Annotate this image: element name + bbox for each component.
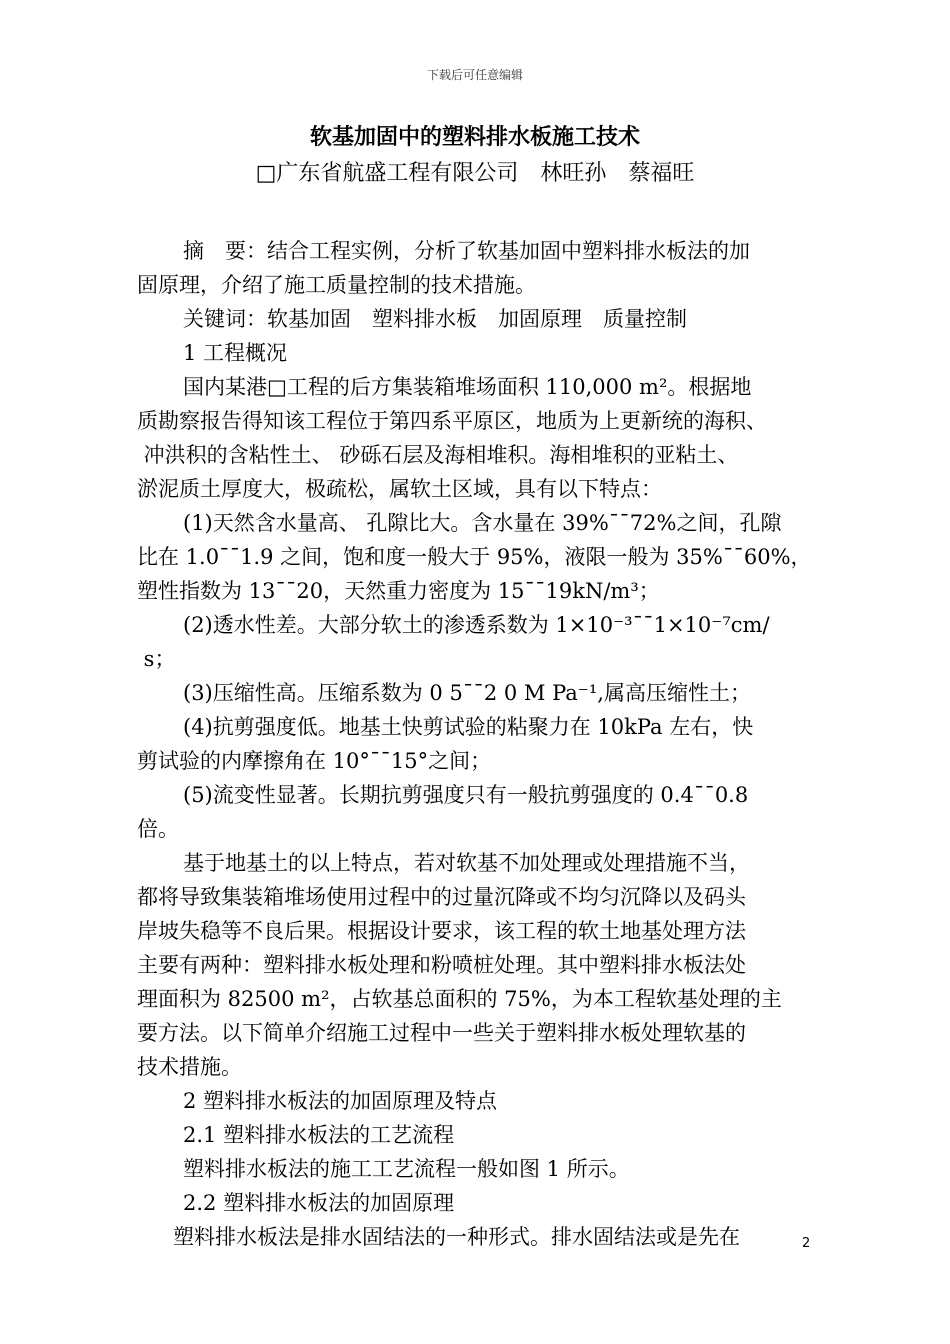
paragraph-line: 理面积为 82500 m²，占软基总面积的 75%，为本工程软基处理的主 bbox=[137, 987, 782, 1011]
abstract-line: 固原理，介绍了施工质量控制的技术措施。 bbox=[137, 273, 536, 297]
paragraph-line: 技术措施。 bbox=[137, 1055, 242, 1079]
list-item-line: (2)透水性差。大部分软土的渗透系数为 1×10⁻³¯¯1×10⁻⁷cm/ bbox=[183, 613, 770, 637]
list-item-line: 剪试验的内摩擦角在 10°¯¯15°之间； bbox=[137, 749, 492, 773]
paragraph-line: 冲洪积的含粘性土、 砂砾石层及海相堆积。海相堆积的亚粘土、 bbox=[137, 443, 739, 467]
list-item-line: (4)抗剪强度低。地基土快剪试验的粘聚力在 10kPa 左右，快 bbox=[183, 715, 754, 739]
paragraph-line: 淤泥质土厚度大，极疏松，属软土区域，具有以下特点： bbox=[137, 477, 662, 501]
keywords-line: 关键词：软基加固 塑料排水板 加固原理 质量控制 bbox=[183, 307, 687, 331]
paragraph-line: 主要有两种：塑料排水板处理和粉喷桩处理。其中塑料排水板法处 bbox=[137, 953, 746, 977]
list-item-line: s； bbox=[137, 647, 176, 671]
section-heading: 1 工程概况 bbox=[183, 341, 288, 365]
header-note: 下载后可任意编辑 bbox=[426, 68, 523, 82]
list-item-line: (1)天然含水量高、 孔隙比大。含水量在 39%¯¯72%之间，孔隙 bbox=[183, 511, 782, 535]
paragraph-line: 质勘察报告得知该工程位于第四系平原区，地质为上更新统的海积、 bbox=[137, 409, 767, 433]
article-body bbox=[137, 234, 817, 1254]
article-title: 软基加固中的塑料排水板施工技术 bbox=[309, 125, 640, 150]
subsection-heading: 2.2 塑料排水板法的加固原理 bbox=[183, 1191, 455, 1215]
section-heading: 2 塑料排水板法的加固原理及特点 bbox=[183, 1089, 498, 1113]
list-item-line: 倍。 bbox=[137, 817, 179, 841]
paragraph-line: 塑料排水板法的施工工艺流程一般如图 1 所示。 bbox=[183, 1157, 630, 1181]
subsection-heading: 2.1 塑料排水板法的工艺流程 bbox=[183, 1123, 455, 1147]
paragraph-line: 国内某港□工程的后方集装箱堆场面积 110,000 m²。根据地 bbox=[183, 375, 752, 399]
paragraph-line: 塑料排水板法是排水固结法的一种形式。排水固结法或是先在 bbox=[173, 1225, 740, 1249]
abstract-line: 摘 要：结合工程实例，分析了软基加固中塑料排水板法的加 bbox=[183, 239, 750, 263]
list-item-line: (3)压缩性高。压缩系数为 0 5¯¯2 0 M Pa⁻¹,属高压缩性土； bbox=[183, 681, 751, 705]
author-line: □广东省航盛工程有限公司 林旺孙 蔡福旺 bbox=[255, 161, 695, 186]
paragraph-line: 要方法。以下简单介绍施工过程中一些关于塑料排水板处理软基的 bbox=[137, 1021, 746, 1045]
list-item-line: 比在 1.0¯¯1.9 之间，饱和度一般大于 95%，液限一般为 35%¯¯60%， bbox=[137, 545, 812, 569]
page-number: 2 bbox=[802, 1236, 811, 1251]
list-item-line: (5)流变性显著。长期抗剪强度只有一般抗剪强度的 0.4¯¯0.8 bbox=[183, 783, 749, 807]
paragraph-line: 岸坡失稳等不良后果。根据设计要求，该工程的软土地基处理方法 bbox=[137, 919, 746, 943]
paragraph-line: 都将导致集装箱堆场使用过程中的过量沉降或不均匀沉降以及码头 bbox=[137, 885, 746, 909]
paragraph-line: 基于地基土的以上特点，若对软基不加处理或处理措施不当， bbox=[183, 851, 750, 875]
list-item-line: 塑性指数为 13¯¯20，天然重力密度为 15¯¯19kN/m³； bbox=[137, 579, 660, 603]
